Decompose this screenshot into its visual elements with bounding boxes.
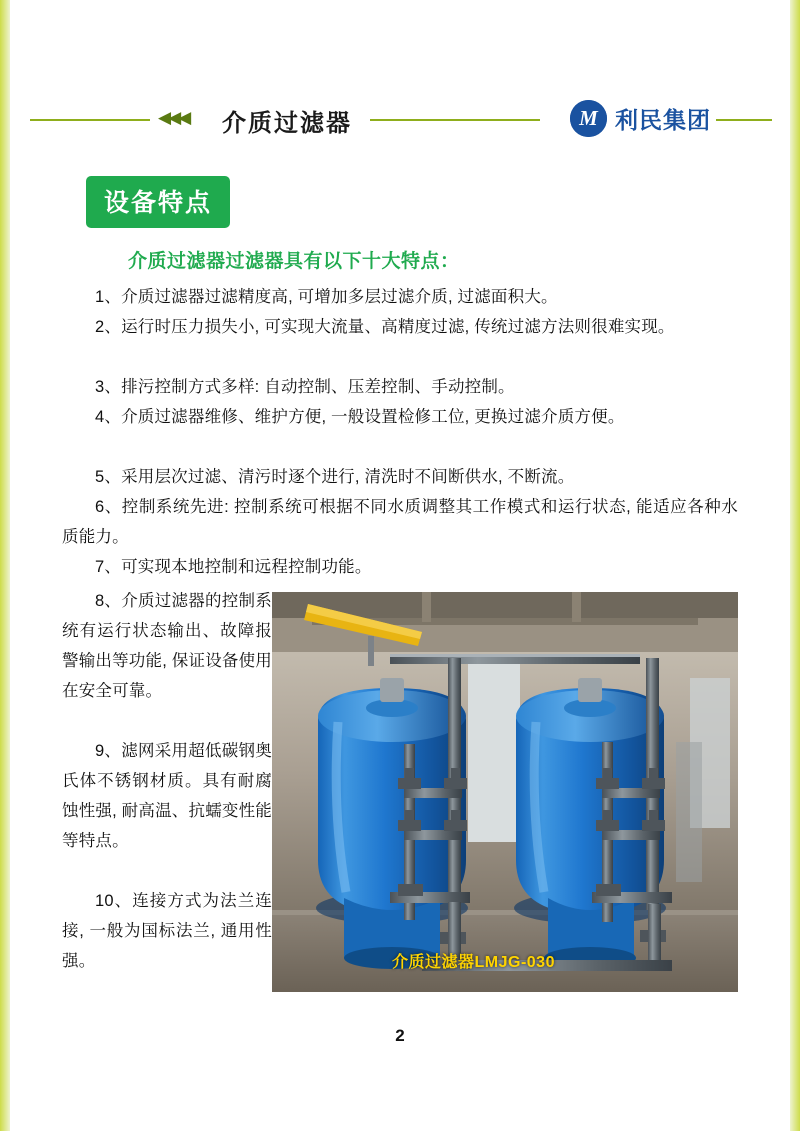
feature-paragraph-6: 6、控制系统先进: 控制系统可根据不同水质调整其工作模式和运行状态, 能适应各种水质能力。 [62,498,738,546]
brand-logo-group [570,100,711,137]
feature-paragraph-9: 9、滤网采用超低碳钢奥氏体不锈钢材质。具有耐腐蚀性强, 耐高温、抗蠕变性能等特点。 [62,742,272,850]
header-rule-left [30,119,150,121]
brand-mark-icon: M [570,100,607,137]
section-lead-text: 介质过滤器过滤器具有以下十大特点： [128,251,460,272]
media-filter-tanks-photo [272,592,738,992]
chevron-left-icon: ◀◀◀ [158,108,189,128]
brand-name: 利民集团 [615,108,711,133]
feature-paragraph-5: 5、采用层次过滤、清污时逐个进行, 清洗时不间断供水, 不断流。 [95,468,575,486]
section-heading-badge: 设备特点 [86,176,230,228]
feature-paragraph-8: 8、介质过滤器的控制系统有运行状态输出、故障报警输出等功能, 保证设备使用在安全可靠。 [62,592,272,700]
page-title: 介质过滤器 [222,110,352,137]
feature-paragraph-3: 3、排污控制方式多样: 自动控制、压差控制、手动控制。 [95,378,515,396]
feature-paragraph-2: 2、运行时压力损失小, 可实现大流量、高精度过滤, 传统过滤方法则很难实现。 [95,318,675,336]
header-rule-right [716,119,772,121]
page-edge-right [790,0,800,1131]
photo-illustration [272,592,738,992]
page-edge-left [0,0,10,1131]
photo-caption: 介质过滤器LMJG-030 [392,954,555,971]
feature-paragraph-1: 1、介质过滤器过滤精度高, 可增加多层过滤介质, 过滤面积大。 [95,288,558,306]
page-number: 2 [395,1026,405,1045]
feature-paragraph-7: 7、可实现本地控制和远程控制功能。 [95,558,372,576]
feature-paragraph-4: 4、介质过滤器维修、维护方便, 一般设置检修工位, 更换过滤介质方便。 [95,408,625,426]
header-rule-middle [370,119,540,121]
feature-paragraph-10: 10、连接方式为法兰连接, 一般为国标法兰, 通用性强。 [62,892,272,970]
page-header [0,96,800,146]
